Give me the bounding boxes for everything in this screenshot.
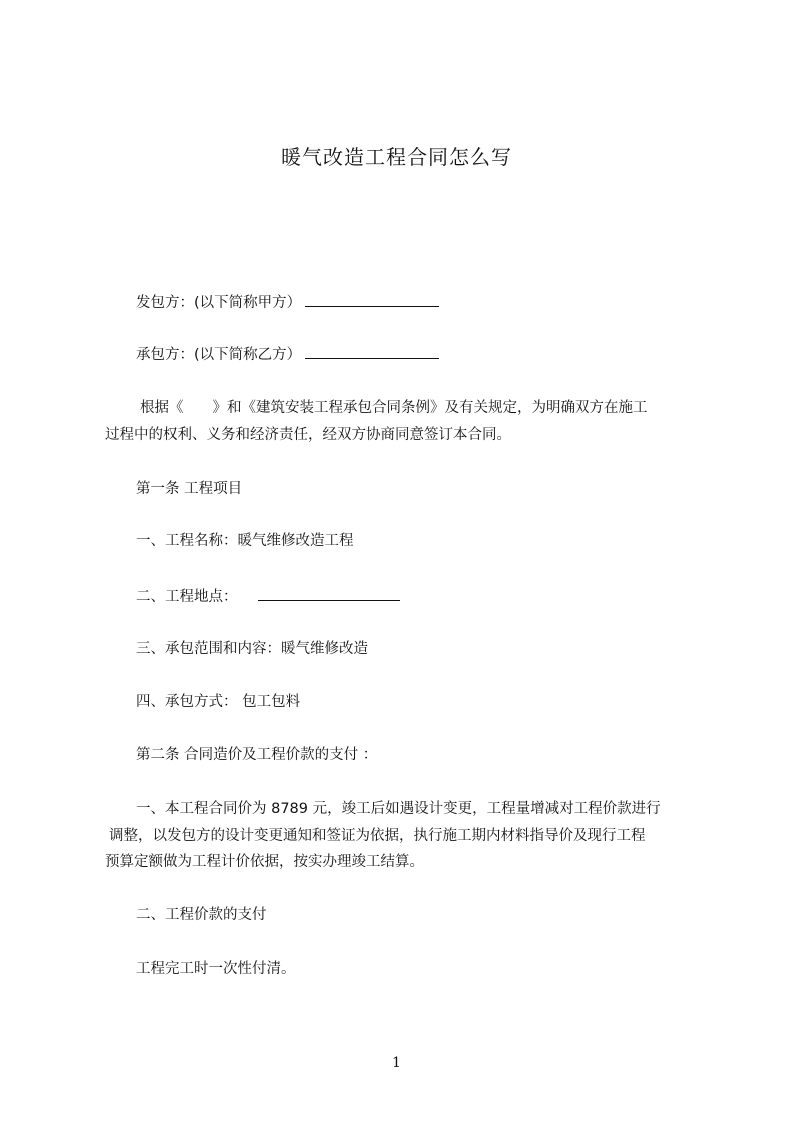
article-1-heading: 第一条 工程项目 [136,481,243,497]
preamble-line-1: 根据《 》和《建筑安装工程承包合同条例》及有关规定，为明确双方在施工 [140,400,648,416]
party-b-blank [305,342,439,359]
page-number: 1 [392,1055,401,1071]
project-name-item: 一、工程名称：暖气维修改造工程 [136,533,354,549]
payment-heading: 二、工程价款的支付 [136,907,267,923]
scope-item: 三、承包范围和内容：暖气维修改造 [136,641,368,657]
article-2-heading: 第二条 合同造价及工程价款的支付 ： [136,747,378,763]
project-location-blank [258,584,400,601]
party-a-blank [305,290,439,307]
preamble-line-2: 过程中的权利、义务和经济责任，经双方协商同意签订本合同。 [105,427,511,443]
price-line-2: 调整，以发包方的设计变更通知和签证为依据，执行施工期内材料指导价及现行工程 [109,828,646,844]
party-b-line [136,342,439,366]
party-b-label: 承包方：(以下简称乙方） [136,347,302,363]
price-line-1: 一、本工程合同价为 8789 元，竣工后如遇设计变更，工程量增减对工程价款进行 [136,801,661,817]
document-title: 暖气改造工程合同怎么写 [281,145,512,169]
project-location-line [136,584,400,608]
project-location-label: 二、工程地点： [136,589,238,605]
payment-text: 工程完工时一次性付清。 [136,961,296,977]
price-line-3: 预算定额做为工程计价依据，按实办理竣工结算。 [105,854,424,870]
contract-mode-item: 四、承包方式： 包工包料 [136,694,301,710]
party-a-line [136,290,439,314]
party-a-label: 发包方：(以下简称甲方） [136,295,302,311]
